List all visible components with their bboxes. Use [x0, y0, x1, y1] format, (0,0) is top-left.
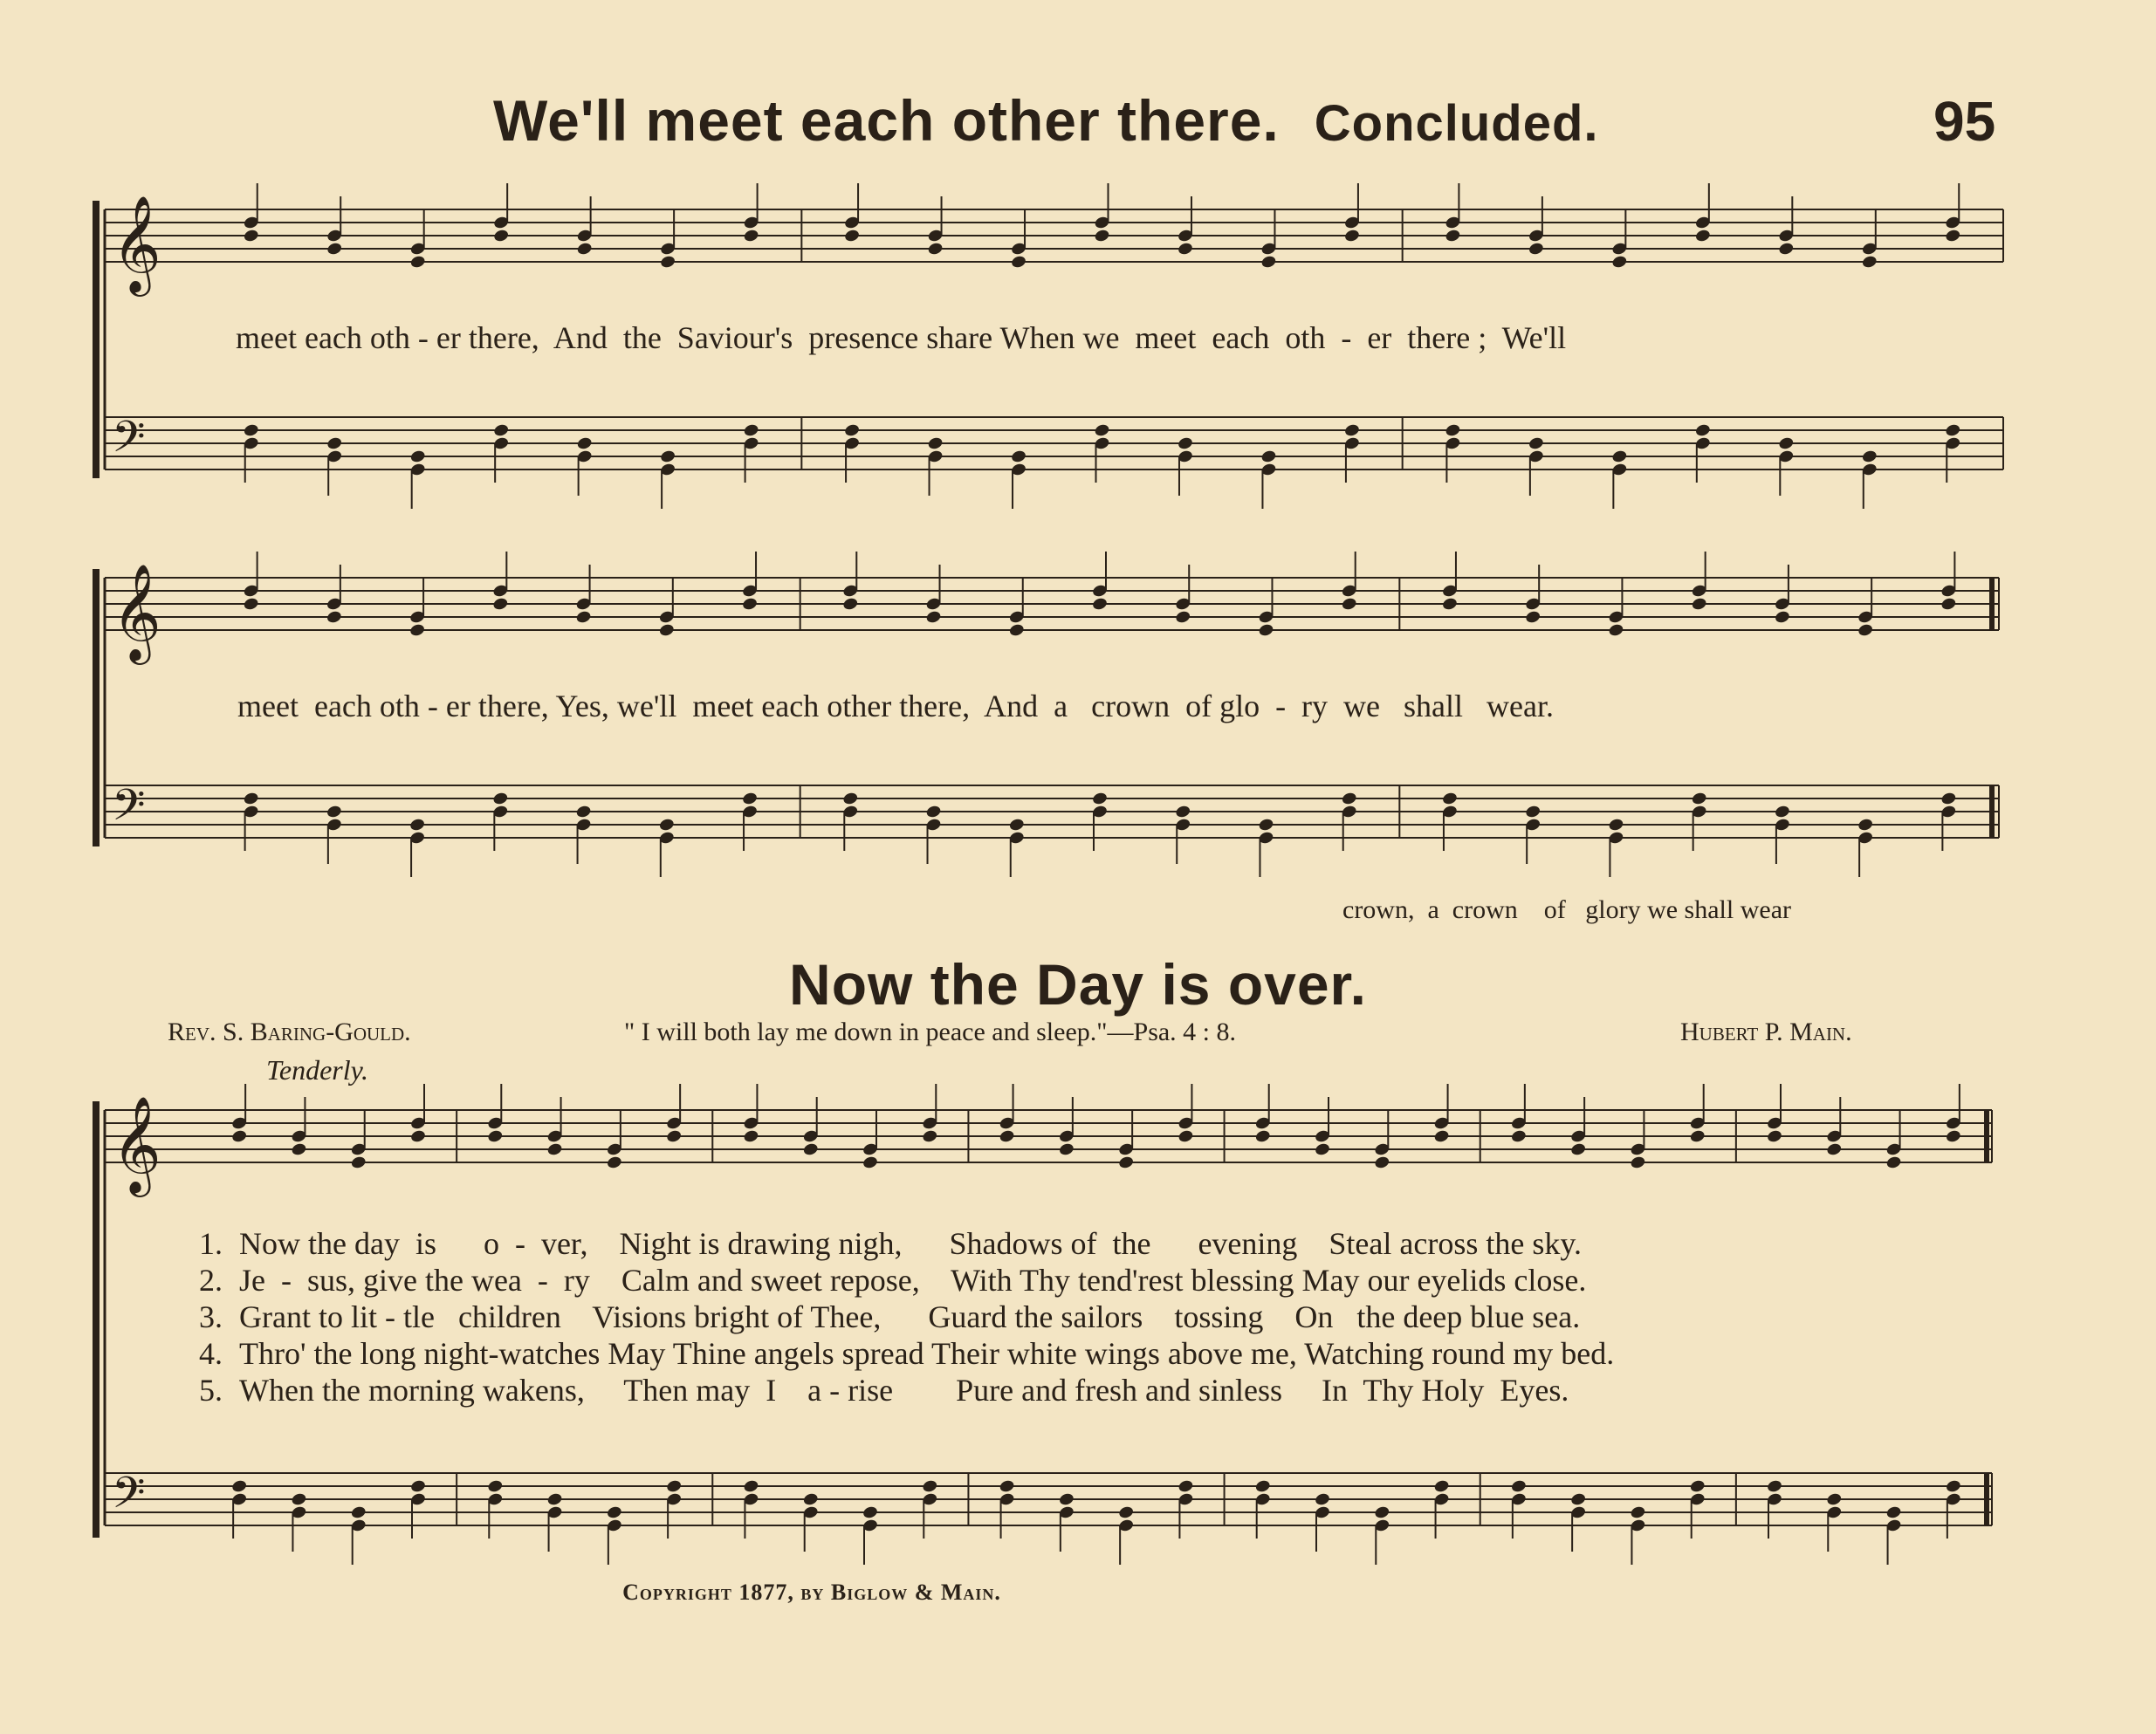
- bass-clef: 𝄢: [112, 780, 146, 841]
- system3-bass-notehead: [1374, 1505, 1390, 1520]
- system3-treble-notehead: [231, 1129, 248, 1144]
- system1-bass-notehead: [927, 436, 944, 451]
- system1-treble-notehead: [576, 242, 593, 257]
- system1-treble-notehead: [1343, 229, 1360, 243]
- system2-bass-notehead: [658, 818, 675, 833]
- system3-treble-notehead: [546, 1142, 563, 1157]
- system3-treble-notehead: [1254, 1129, 1271, 1144]
- hymn-author: Rev. S. Baring-Gould.: [168, 1018, 411, 1046]
- system2-bass-notehead: [741, 792, 758, 806]
- system3-treble-notehead: [1885, 1155, 1902, 1170]
- system1-bass-notehead: [493, 423, 510, 438]
- system2-bass-notehead: [1940, 792, 1957, 806]
- system3-brace: [93, 1101, 100, 1538]
- system2-bass-notehead: [1525, 805, 1541, 819]
- bass-clef: 𝄢: [112, 412, 146, 473]
- system3-bass-notehead: [1570, 1492, 1587, 1507]
- system1-bass-notehead: [660, 449, 676, 464]
- verse-2: [199, 1262, 1586, 1299]
- system3-treble-notehead: [1510, 1129, 1527, 1144]
- system2-treble-notehead: [1940, 597, 1957, 612]
- system1-bass-notehead: [576, 436, 593, 451]
- system3-bass-notehead: [1689, 1479, 1706, 1494]
- system1-brace: [93, 201, 100, 478]
- system3-bass-notehead: [1314, 1492, 1330, 1507]
- system3-treble-notehead: [1689, 1129, 1706, 1144]
- system2-bass-notehead: [925, 805, 942, 819]
- system1-treble-notehead: [1611, 255, 1628, 270]
- system1-treble-notehead: [243, 229, 259, 243]
- system3-bass-notehead: [802, 1492, 819, 1507]
- system3-bass-notehead: [1630, 1505, 1646, 1520]
- system2-bass-notehead: [1175, 805, 1191, 819]
- system3-bass-notehead: [922, 1479, 938, 1494]
- system3-bass-notehead: [862, 1505, 878, 1520]
- system3-treble-notehead: [409, 1129, 426, 1144]
- system1-bass-notehead: [1010, 449, 1027, 464]
- system3-treble-notehead: [1314, 1142, 1330, 1157]
- system2-bass-notehead: [492, 792, 509, 806]
- system3-treble-notehead: [1058, 1142, 1075, 1157]
- system2-treble-notehead: [1175, 610, 1191, 625]
- system2-treble-notehead: [658, 623, 675, 638]
- system3-treble-notehead: [1178, 1129, 1194, 1144]
- system1-treble-notehead: [1945, 229, 1961, 243]
- system2-treble-notehead: [1091, 597, 1108, 612]
- system3-treble-notehead: [291, 1142, 307, 1157]
- system1-treble-notehead: [743, 229, 759, 243]
- system2-treble-notehead: [326, 610, 342, 625]
- system1-treble-notehead: [1177, 242, 1193, 257]
- hymn-composer: Hubert P. Main.: [1680, 1018, 1852, 1046]
- verse-number: 2.: [199, 1263, 223, 1298]
- system3-treble-notehead: [922, 1129, 938, 1144]
- verse-5: [199, 1372, 1569, 1408]
- system2-treble-notehead: [1774, 610, 1790, 625]
- system3-treble-notehead: [1374, 1155, 1390, 1170]
- song-title: We'll meet each other there.: [493, 88, 1280, 153]
- system3-bass-notehead: [743, 1479, 759, 1494]
- system3-treble-notehead: [666, 1129, 683, 1144]
- system1-treble-notehead: [1861, 255, 1878, 270]
- verse-number: 3.: [199, 1299, 223, 1334]
- verse-text: Je - sus, give the wea - ry Calm and sweet repose, With Thy tend'rest blessing May our eyelids close.: [239, 1263, 1587, 1298]
- copyright-notice: Copyright 1877, by Biglow & Main.: [622, 1580, 1001, 1605]
- system3-treble-notehead: [999, 1129, 1015, 1144]
- system3-treble-notehead: [1118, 1155, 1135, 1170]
- system1-treble-notehead: [326, 242, 343, 257]
- system2-bass-notehead: [575, 805, 592, 819]
- system1-bass-notehead: [1611, 449, 1628, 464]
- system3-treble-notehead: [802, 1142, 819, 1157]
- system1-treble-notehead: [1694, 229, 1711, 243]
- hymn-title: Now the Day is over.: [789, 952, 1367, 1017]
- verse-number: 1.: [199, 1226, 223, 1261]
- system3-bass-notehead: [1058, 1492, 1075, 1507]
- system3-treble-notehead: [1826, 1142, 1843, 1157]
- system2-treble-notehead: [492, 597, 509, 612]
- system2-bass-notehead: [243, 792, 259, 806]
- system3-bass-notehead: [999, 1479, 1015, 1494]
- system2-treble-notehead: [1608, 623, 1624, 638]
- song-subtitle: Concluded.: [1314, 95, 1599, 152]
- system1-bass-notehead: [1778, 436, 1795, 451]
- system3-bass-notehead: [1766, 1479, 1782, 1494]
- system3-bass-notehead: [1945, 1479, 1961, 1494]
- system3-bass-notehead: [487, 1479, 504, 1494]
- verse-number: 4.: [199, 1336, 223, 1371]
- system1-bass-notehead: [1445, 423, 1461, 438]
- system1-treble-notehead: [1445, 229, 1461, 243]
- system3-treble-notehead: [743, 1129, 759, 1144]
- system1-bass-notehead: [1528, 436, 1544, 451]
- system1-treble-notehead: [927, 242, 944, 257]
- system3-treble-notehead: [1630, 1155, 1646, 1170]
- system3-bass-notehead: [1826, 1492, 1843, 1507]
- system2-treble-notehead: [1341, 597, 1357, 612]
- system1-bass-notehead: [243, 423, 259, 438]
- system2-treble-notehead: [842, 597, 859, 612]
- system2-bass-notehead: [1608, 818, 1624, 833]
- verse-text: Now the day is o - ver, Night is drawing nigh, Shadows of the evening Steal across the sky.: [239, 1226, 1582, 1261]
- system3-bass-notehead: [231, 1479, 248, 1494]
- system2-treble-notehead: [741, 597, 758, 612]
- system1-bass-notehead: [844, 423, 861, 438]
- system2-bass-notehead: [1341, 792, 1357, 806]
- verse-text: Grant to lit - tle children Visions bright of Thee, Guard the sailors tossing On the deep blue sea.: [239, 1299, 1581, 1334]
- system2-treble-notehead: [243, 597, 259, 612]
- verse-4: [199, 1335, 1614, 1372]
- system2-bass-lyrics: crown, a crown of glory we shall wear: [1342, 895, 1791, 924]
- system2-treble-notehead: [1258, 623, 1274, 638]
- system3-treble-notehead: [487, 1129, 504, 1144]
- system3-treble-notehead: [1766, 1129, 1782, 1144]
- page-number: 95: [1933, 90, 1996, 153]
- system2-brace: [93, 569, 100, 846]
- system2-bass-notehead: [1441, 792, 1458, 806]
- system2-bass-notehead: [842, 792, 859, 806]
- verse-text: Thro' the long night-watches May Thine angels spread Their white wings above me, Watching round my bed.: [239, 1336, 1615, 1371]
- system1-bass-notehead: [1945, 423, 1961, 438]
- system2-treble-notehead: [409, 623, 426, 638]
- system1-bass-notehead: [743, 423, 759, 438]
- system3-bass-notehead: [606, 1505, 622, 1520]
- verse-3: [199, 1299, 1580, 1335]
- system2-bass-notehead: [1857, 818, 1874, 833]
- system1-treble-notehead: [660, 255, 676, 270]
- system2-bass-notehead: [1258, 818, 1274, 833]
- system1-treble-notehead: [409, 255, 426, 270]
- system1-bass-notehead: [326, 436, 343, 451]
- verse-1: [199, 1225, 1582, 1262]
- system3-treble-notehead: [1433, 1129, 1450, 1144]
- system1-treble-notehead: [1094, 229, 1110, 243]
- system1-treble-notehead: [493, 229, 510, 243]
- system1-bass-notehead: [1694, 423, 1711, 438]
- system3-bass-notehead: [1254, 1479, 1271, 1494]
- system2-treble-notehead: [1441, 597, 1458, 612]
- system2-bass-notehead: [1691, 792, 1707, 806]
- system2-treble-notehead: [1525, 610, 1541, 625]
- treble-clef: 𝄞: [112, 1095, 161, 1193]
- system2-treble-notehead: [1008, 623, 1025, 638]
- system2-bass-notehead: [326, 805, 342, 819]
- system3-treble-notehead: [1945, 1129, 1961, 1144]
- system3-treble-notehead: [1570, 1142, 1587, 1157]
- verse-text: When the morning wakens, Then may I a - rise Pure and fresh and sinless In Thy Holy Eyes.: [239, 1373, 1569, 1408]
- system1-treble-notehead: [1528, 242, 1544, 257]
- system2-lyrics: meet each oth - er there, Yes, we'll meet each other there, And a crown of glo - ry we shall wear.: [237, 689, 1554, 723]
- treble-clef: 𝄞: [112, 195, 161, 292]
- system3-bass-notehead: [546, 1492, 563, 1507]
- system1-bass-notehead: [1343, 423, 1360, 438]
- system3-bass-notehead: [1178, 1479, 1194, 1494]
- system3-bass-notehead: [409, 1479, 426, 1494]
- system3-treble-notehead: [606, 1155, 622, 1170]
- verse-number: 5.: [199, 1373, 223, 1408]
- system1-treble-notehead: [1778, 242, 1795, 257]
- system3-treble-notehead: [862, 1155, 878, 1170]
- system1-treble-notehead: [844, 229, 861, 243]
- system3-bass-notehead: [666, 1479, 683, 1494]
- bass-clef: 𝄢: [112, 1468, 146, 1529]
- system1-lyrics: meet each oth - er there, And the Saviour's presence share When we meet each oth - er there ; We'll: [236, 320, 1567, 355]
- system3-bass-notehead: [1510, 1479, 1527, 1494]
- hymn-scripture: " I will both lay me down in peace and sleep."—Psa. 4 : 8.: [624, 1018, 1237, 1046]
- system2-treble-notehead: [925, 610, 942, 625]
- system2-treble-notehead: [1691, 597, 1707, 612]
- system1-bass-notehead: [1177, 436, 1193, 451]
- system2-treble-notehead: [575, 610, 592, 625]
- system1-bass-notehead: [1260, 449, 1277, 464]
- system1-bass-notehead: [1861, 449, 1878, 464]
- system3-bass-notehead: [350, 1505, 367, 1520]
- system2-treble-notehead: [1857, 623, 1874, 638]
- system2-bass-notehead: [1774, 805, 1790, 819]
- tempo-marking: Tenderly.: [266, 1054, 369, 1086]
- system1-bass-notehead: [1094, 423, 1110, 438]
- system2-bass-notehead: [409, 818, 426, 833]
- system2-bass-notehead: [1008, 818, 1025, 833]
- system3-bass-notehead: [1885, 1505, 1902, 1520]
- system1-bass-notehead: [409, 449, 426, 464]
- system3-bass-notehead: [1118, 1505, 1135, 1520]
- system3-bass-notehead: [1433, 1479, 1450, 1494]
- treble-clef: 𝄞: [112, 563, 161, 661]
- system1-treble-notehead: [1260, 255, 1277, 270]
- system1-treble-notehead: [1010, 255, 1027, 270]
- system3-bass-notehead: [291, 1492, 307, 1507]
- system2-bass-notehead: [1091, 792, 1108, 806]
- system3-treble-notehead: [350, 1155, 367, 1170]
